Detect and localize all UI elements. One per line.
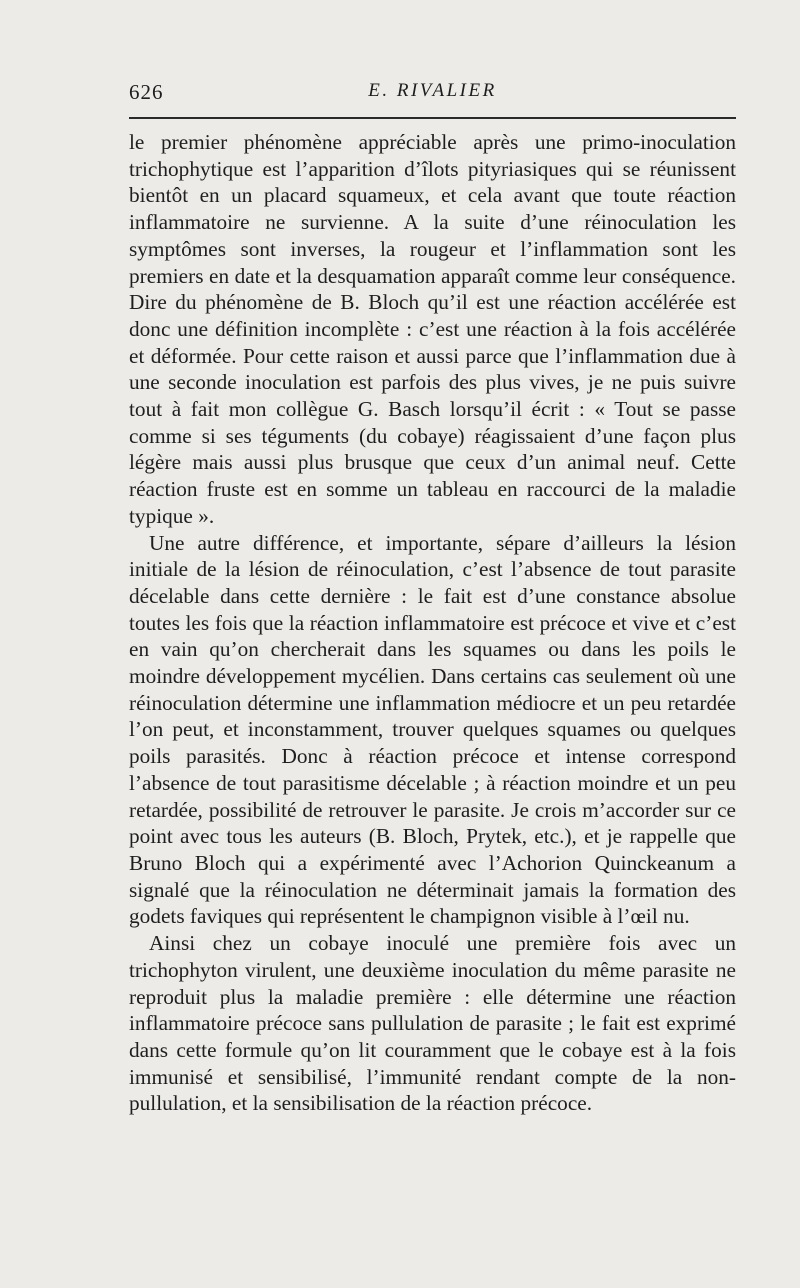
- paragraph-continued: le premier phénomène appréciable après une primo-inoculation trichophytique est l’apparition d’îlots pityriasiques qui se réunissent bientôt en un placard squameux, et cela avant que toute réaction inflammatoire ne survienne. A la suite d’une réinoculation les symptômes sont inverses, la rougeur et l’inflammation sont les premiers en date et la desquamation apparaît comme leur conséquence. Dire du phénomène de B. Bloch qu’il est une réaction accélérée est donc une définition incomplète : c’est une réaction à la fois accélérée et déformée. Pour cette raison et aussi parce que l’inflammation due à une seconde inoculation est parfois des plus vives, je ne puis suivre tout à fait mon collègue G. Basch lorsqu’il écrit : « Tout se passe comme si ses téguments (du cobaye) réagissaient d’une façon plus légère mais aussi plus brusque que ceux d’un animal neuf. Cette réaction fruste est en somme un tableau en raccourci de la maladie typique ».: [129, 130, 736, 528]
- paragraph: Ainsi chez un cobaye inoculé une première fois avec un trichophyton virulent, une deuxième inoculation du même parasite ne reproduit plus la maladie première : elle détermine une réaction inflammatoire précoce sans pullulation de parasite ; le fait est exprimé dans cette formule qu’on lit couramment que le cobaye est à la fois immunisé et sensibilisé, l’immunité rendant compte de la non-pullulation, et la sensibilisation de la réaction précoce.: [129, 931, 736, 1116]
- paragraph: Une autre différence, et importante, sépare d’ailleurs la lésion initiale de la lésion de réinoculation, c’est l’absence de tout parasite décelable dans cette dernière : le fait est d’une constance absolue toutes les fois que la réaction inflammatoire est précoce et vive et c’est en vain qu’on chercherait dans les squames ou dans les poils le moindre développement mycélien. Dans certains cas seulement où une réinoculation détermine une inflammation médiocre et un peu retardée l’on peut, et inconstamment, trouver quelques squames ou quelques poils parasités. Donc à réaction précoce et intense correspond l’absence de tout parasitisme décelable ; à réaction moindre et un peu retardée, possibilité de retrouver le parasite. Je crois m’accorder sur ce point avec tous les auteurs (B. Bloch, Prytek, etc.), et je rappelle que Bruno Bloch qui a expérimenté avec l’Achorion Quinckeanum a signalé que la réinoculation ne déterminait jamais la formation des godets faviques qui représentent le champignon visible à l’œil nu.: [129, 530, 736, 929]
- body-text: [129, 129, 736, 1117]
- running-head: [129, 80, 736, 108]
- header-rule: [129, 117, 736, 119]
- page-number: 626: [129, 80, 164, 104]
- running-title: E. RIVALIER: [368, 80, 497, 101]
